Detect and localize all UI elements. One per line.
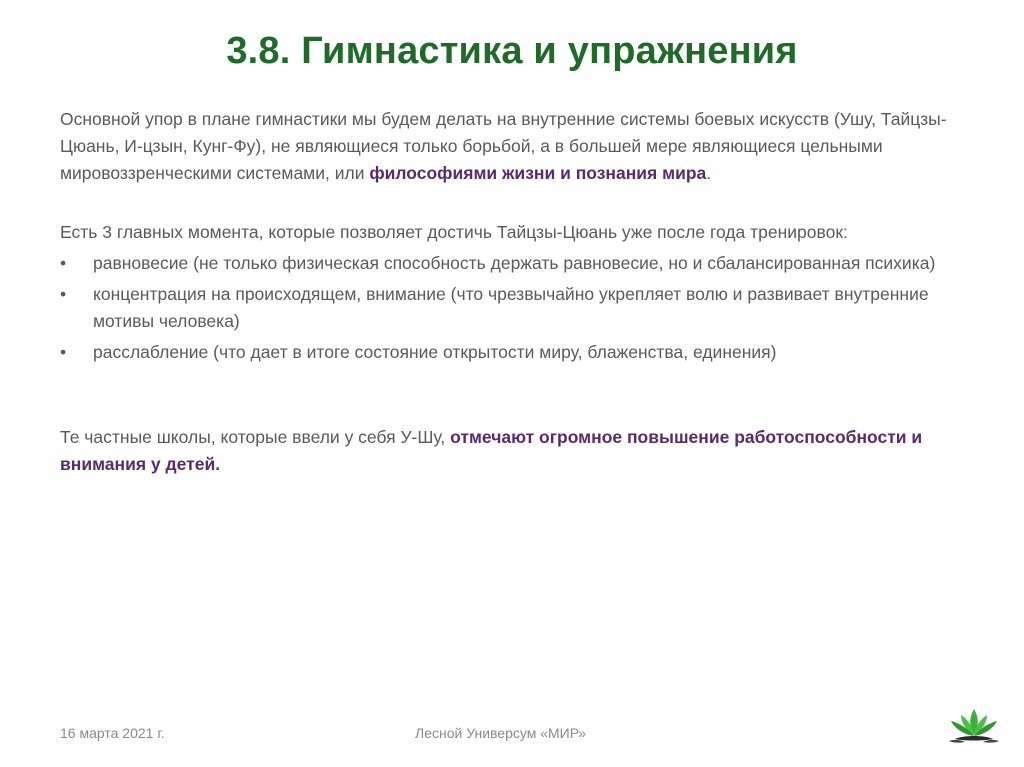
- paragraph-intro-tail: .: [706, 163, 712, 183]
- paragraph-schools-text: Те частные школы, которые ввели у себя У-Шу,: [60, 427, 451, 447]
- paragraph-intro: [60, 106, 990, 187]
- list-item: [60, 281, 990, 335]
- bullet-text: расслабление (что дает в итоге состояние открытости миру, блаженства, единения): [93, 342, 777, 362]
- footer-organization: Лесной Универсум «МИР»: [415, 725, 587, 741]
- paragraph-intro-accent: философиями жизни и познания мира: [369, 163, 707, 183]
- bullet-text: равновесие (не только физическая способность держать равновесие, но и сбалансированная психика): [93, 253, 936, 273]
- paragraph-schools: [60, 424, 990, 478]
- bullet-marker: •: [60, 253, 67, 273]
- list-item: [60, 339, 990, 366]
- bullet-text: концентрация на происходящем, внимание (что чрезвычайно укрепляет волю и развивает внутренние мотивы человека): [93, 284, 929, 331]
- lotus-icon: [945, 703, 1003, 745]
- bullet-list: [60, 250, 990, 370]
- slide-title: 3.8. Гимнастика и упражнения: [226, 30, 798, 72]
- bullet-marker: •: [60, 284, 67, 304]
- list-item: [60, 250, 990, 277]
- footer-date: 16 марта 2021 г.: [60, 725, 165, 741]
- bullet-marker: •: [60, 342, 67, 362]
- paragraph-intro-text: Основной упор в плане гимнастики мы будем делать на внутренние системы боевых искусств (Ушу, Тайцзы-Цюань, И-цзын, Кунг-Фу), не являющиеся только борьбой, а в большей мере являющиеся цельными мировоззренческими системами, или: [60, 109, 947, 183]
- paragraph-moments: Есть 3 главных момента, которые позволяет достичь Тайцзы-Цюань уже после года тренировок:: [60, 222, 848, 242]
- paragraph-schools-accent: отмечают огромное повышение работоспособности и внимания у детей.: [60, 427, 923, 474]
